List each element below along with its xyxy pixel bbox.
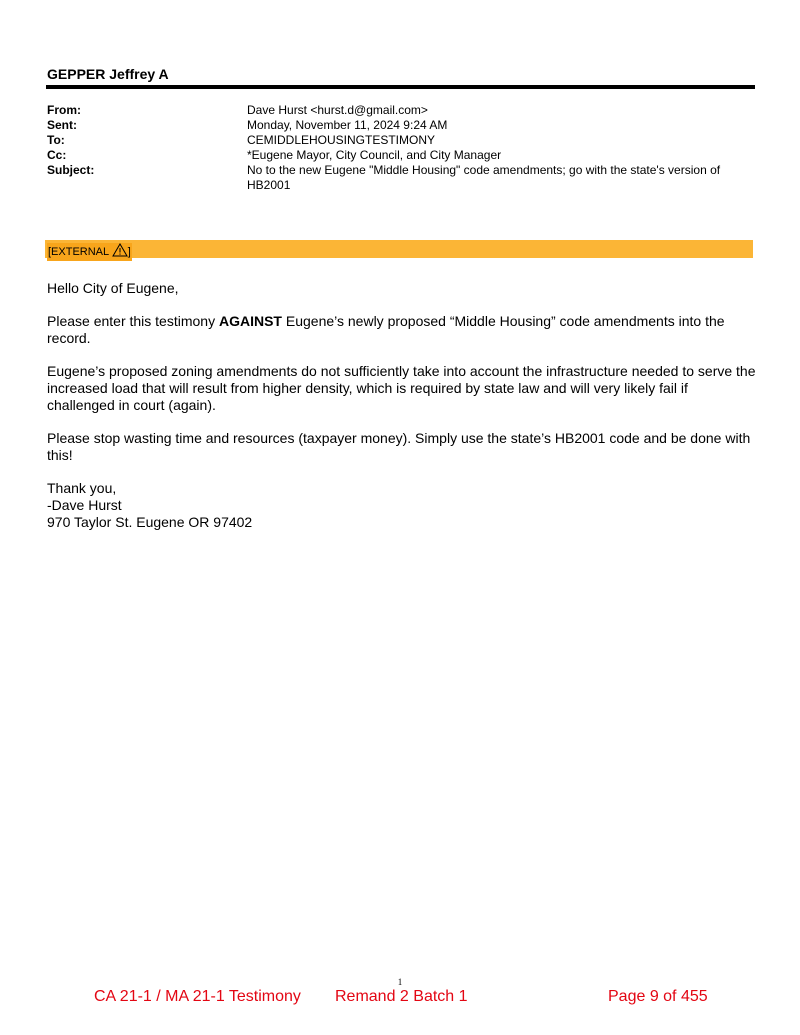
external-tag-prefix: [EXTERNAL <box>48 246 112 258</box>
signature-block <box>47 480 757 531</box>
cc-value: *Eugene Mayor, City Council, and City Manager <box>247 148 502 162</box>
warning-icon <box>112 243 128 261</box>
sent-value: Monday, November 11, 2024 9:24 AM <box>247 118 448 132</box>
footer-case: CA 21-1 / MA 21-1 Testimony <box>94 988 301 1005</box>
against-emphasis: AGAINST <box>218 313 282 329</box>
from-label: From: <box>47 103 81 117</box>
subject-label: Subject: <box>47 163 95 177</box>
to-label: To: <box>47 133 65 147</box>
email-body <box>47 280 757 547</box>
paragraph-2: Eugene’s proposed zoning amendments do not sufficiently take into account the infrastructure needed to serve the increased load that will result from higher density, which is required by state law and will very likely fail if challenged in court (again). <box>47 363 756 413</box>
paragraph-1-end: Eugene’s newly proposed “Middle Housing” code amendments into the record. <box>47 313 725 346</box>
to-value: CEMIDDLEHOUSINGTESTIMONY <box>247 133 436 147</box>
footer-page: Page 9 of 455 <box>608 988 708 1005</box>
greeting: Hello City of Eugene, <box>47 280 179 296</box>
header-rule <box>46 85 755 89</box>
subject-row <box>47 163 757 193</box>
cc-row <box>47 148 757 163</box>
signature: -Dave Hurst <box>47 497 122 513</box>
sent-label: Sent: <box>47 118 77 132</box>
from-value: Dave Hurst <hurst.d@gmail.com> <box>247 103 428 117</box>
from-row <box>47 103 757 118</box>
cc-label: Cc: <box>47 148 67 162</box>
footer-batch: Remand 2 Batch 1 <box>335 988 468 1005</box>
external-tag <box>47 243 132 261</box>
closing: Thank you, <box>47 480 117 496</box>
email-header <box>47 103 757 193</box>
paragraph-1-start: Please enter this testimony <box>47 313 219 329</box>
page-number: 1 <box>397 977 403 987</box>
sent-row <box>47 118 757 133</box>
paragraph-3: Please stop wasting time and resources (taxpayer money). Simply use the state’s HB2001 code and be done with this! <box>47 430 751 463</box>
address: 970 Taylor St. Eugene OR 97402 <box>47 514 253 530</box>
subject-value: No to the new Eugene "Middle Housing" code amendments; go with the state's version of HB2001 <box>247 163 721 192</box>
external-banner <box>45 240 753 258</box>
to-row <box>47 133 757 148</box>
document-owner: GEPPER Jeffrey A <box>47 66 169 82</box>
external-tag-suffix: ] <box>127 246 131 258</box>
paragraph-1 <box>47 313 757 347</box>
